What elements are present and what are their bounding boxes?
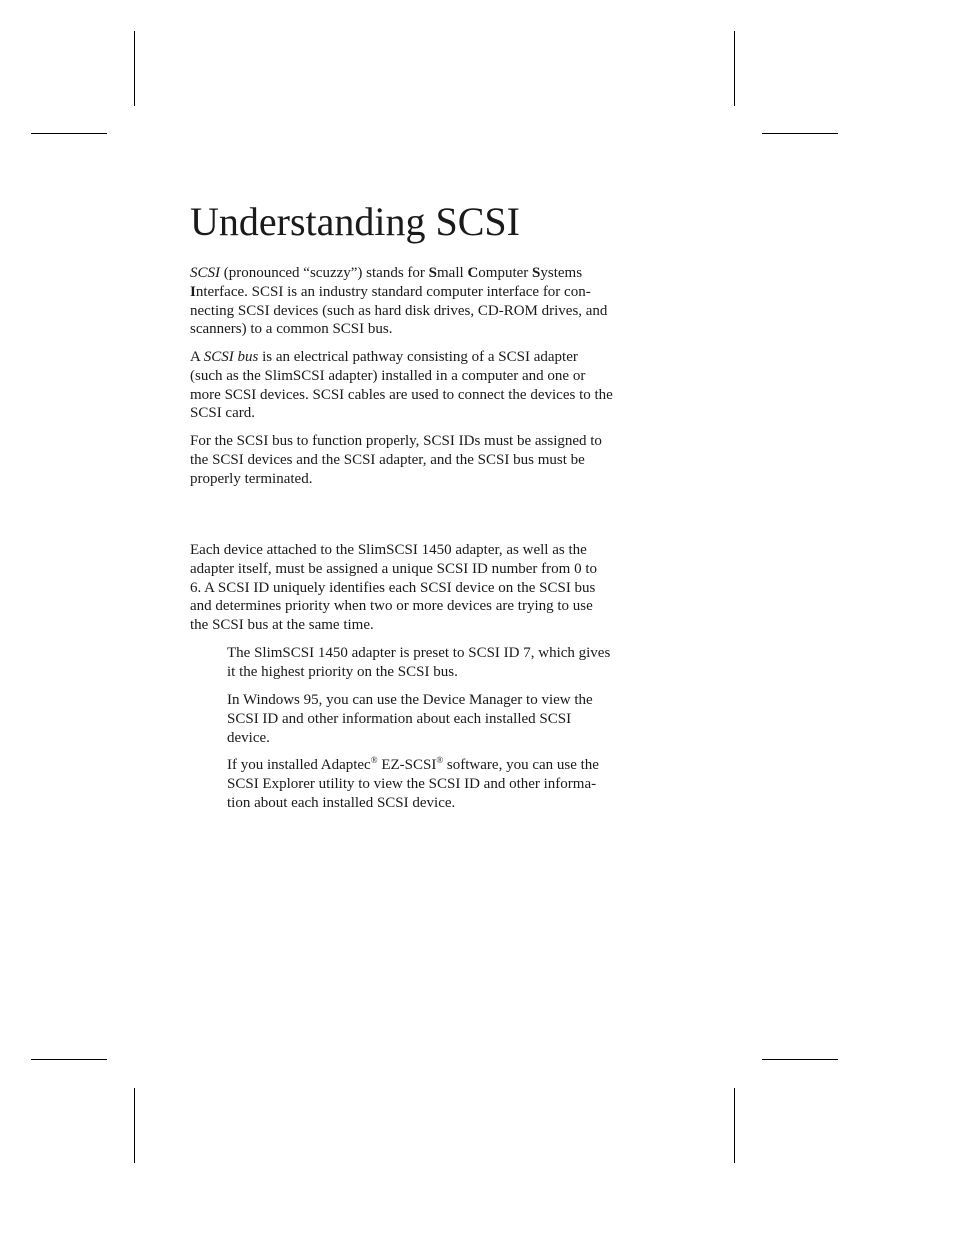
line: it the highest priority on the SCSI bus. <box>227 663 458 680</box>
line: The SlimSCSI 1450 adapter is preset to SCSI ID 7, which gives <box>227 645 611 661</box>
bus-function-paragraph <box>190 432 665 488</box>
line: the SCSI bus at the same time. <box>190 617 374 634</box>
registered-mark: ® <box>436 755 444 765</box>
acronym-letter: C <box>467 265 479 281</box>
term-scsi-bus: SCSI bus <box>203 349 259 365</box>
note-preset-id <box>227 644 665 682</box>
text: A <box>190 349 204 365</box>
text: mall <box>437 265 468 281</box>
crop-mark-top-right-horizontal <box>762 133 838 134</box>
crop-mark-bottom-left-horizontal <box>31 1059 107 1060</box>
line: device. <box>227 729 270 746</box>
line <box>190 348 665 367</box>
line <box>190 264 665 283</box>
line: and determines priority when two or more devices are trying to use <box>190 598 593 615</box>
line: properly terminated. <box>190 470 313 487</box>
registered-mark: ® <box>370 755 378 765</box>
crop-mark-bottom-right-horizontal <box>762 1059 838 1060</box>
crop-mark-bottom-right-vertical <box>734 1088 735 1163</box>
intro-paragraph <box>190 264 665 339</box>
line: the SCSI devices and the SCSI adapter, and the SCSI bus must be <box>190 451 585 468</box>
scsi-bus-paragraph <box>190 348 665 423</box>
crop-mark-top-left-horizontal <box>31 133 107 134</box>
crop-mark-top-right-vertical <box>734 31 735 106</box>
crop-mark-bottom-left-vertical <box>134 1088 135 1163</box>
acronym-letter: I <box>190 283 196 300</box>
acronym-letter: S <box>532 265 541 281</box>
term-scsi: SCSI <box>190 265 220 281</box>
line: Each device attached to the SlimSCSI 1450 adapter, as well as the <box>190 542 587 558</box>
text: software, you can use the <box>443 757 599 773</box>
acronym-letter: S <box>428 265 438 281</box>
text: EZ-SCSI <box>377 757 437 773</box>
scsi-id-paragraph <box>190 541 665 635</box>
line: For the SCSI bus to function properly, SCSI IDs must be assigned to <box>190 433 602 449</box>
note-device-manager <box>227 691 665 747</box>
text: omputer <box>478 265 533 281</box>
line: (such as the SlimSCSI adapter) installed in a computer and one or <box>190 367 586 384</box>
text: is an electrical pathway consisting of a SCSI adapter <box>258 349 578 365</box>
line: adapter itself, must be assigned a unique SCSI ID number from 0 to <box>190 560 598 577</box>
line: more SCSI devices. SCSI cables are used to connect the devices to the <box>190 386 613 403</box>
line <box>190 283 665 302</box>
line: In Windows 95, you can use the Device Manager to view the <box>227 692 593 708</box>
text: nterface. SCSI is an industry standard computer interface for con- <box>195 283 591 300</box>
text: ystems <box>540 265 583 281</box>
page-title: Understanding SCSI <box>190 199 520 244</box>
line: SCSI ID and other information about each installed SCSI <box>227 710 572 727</box>
line <box>227 756 665 775</box>
note-ez-scsi <box>227 756 665 812</box>
text: If you installed Adaptec <box>227 757 371 773</box>
line: SCSI card. <box>190 405 255 422</box>
line: SCSI Explorer utility to view the SCSI ID and other informa- <box>227 775 597 792</box>
line: scanners) to a common SCSI bus. <box>190 321 393 338</box>
text: (pronounced “scuzzy”) stands for <box>220 265 429 281</box>
line: tion about each installed SCSI device. <box>227 794 456 811</box>
line: 6. A SCSI ID uniquely identifies each SCSI device on the SCSI bus <box>190 579 596 596</box>
line: necting SCSI devices (such as hard disk drives, CD-ROM drives, and <box>190 302 608 319</box>
crop-mark-top-left-vertical <box>134 31 135 106</box>
